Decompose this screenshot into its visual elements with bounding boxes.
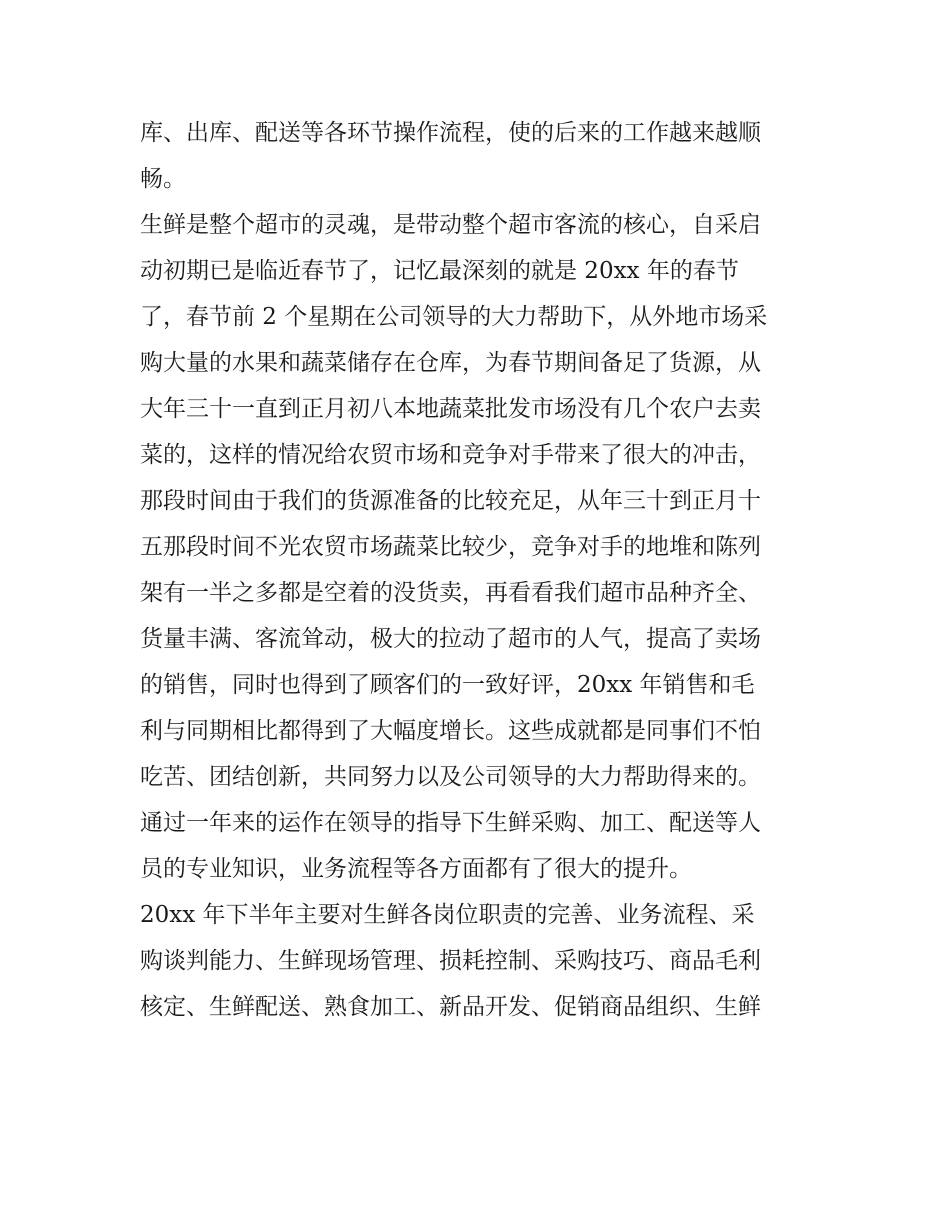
- text-line: 通过一年来的运作在领导的指导下生鲜采购、加工、配送等人: [140, 810, 761, 836]
- text-line: 货量丰满、客流耸动，极大的拉动了超市的人气，提高了卖场: [140, 626, 761, 652]
- text-line: 购大量的水果和蔬菜储存在仓库，为春节期间备足了货源，从: [140, 350, 761, 376]
- text-line: 吃苦、团结创新，共同努力以及公司领导的大力帮助得来的。: [140, 764, 761, 790]
- text-line: 架有一半之多都是空着的没货卖，再看看我们超市品种齐全、: [140, 580, 761, 606]
- text-line: 五那段时间不光农贸市场蔬菜比较少，竞争对手的地堆和陈列: [140, 534, 761, 560]
- text-line: 了，春节前 2 个星期在公司领导的大力帮助下，从外地市场采: [140, 304, 768, 330]
- text-line: 20xx 年下半年主要对生鲜各岗位职责的完善、业务流程、采: [140, 902, 755, 928]
- text-line: 菜的，这样的情况给农贸市场和竞争对手带来了很大的冲击，: [140, 442, 761, 468]
- text-line: 利与同期相比都得到了大幅度增长。这些成就都是同事们不怕: [140, 718, 761, 744]
- text-line: 核定、生鲜配送、熟食加工、新品开发、促销商品组织、生鲜: [140, 994, 761, 1020]
- text-line: 畅。: [140, 166, 186, 192]
- text-line: 生鲜是整个超市的灵魂，是带动整个超市客流的核心，自采启: [140, 212, 761, 238]
- text-line: 的销售，同时也得到了顾客们的一致好评，20xx 年销售和毛: [140, 672, 755, 698]
- text-line: 大年三十一直到正月初八本地蔬菜批发市场没有几个农户去卖: [140, 396, 761, 422]
- text-line: 员的专业知识，业务流程等各方面都有了很大的提升。: [140, 856, 692, 882]
- text-line: 库、出库、配送等各环节操作流程，使的后来的工作越来越顺: [140, 120, 761, 146]
- body-text: [140, 110, 820, 1030]
- text-line: 动初期已是临近春节了，记忆最深刻的就是 20xx 年的春节: [140, 258, 739, 284]
- text-line: 那段时间由于我们的货源准备的比较充足，从年三十到正月十: [140, 488, 761, 514]
- text-line: 购谈判能力、生鲜现场管理、损耗控制、采购技巧、商品毛利: [140, 948, 761, 974]
